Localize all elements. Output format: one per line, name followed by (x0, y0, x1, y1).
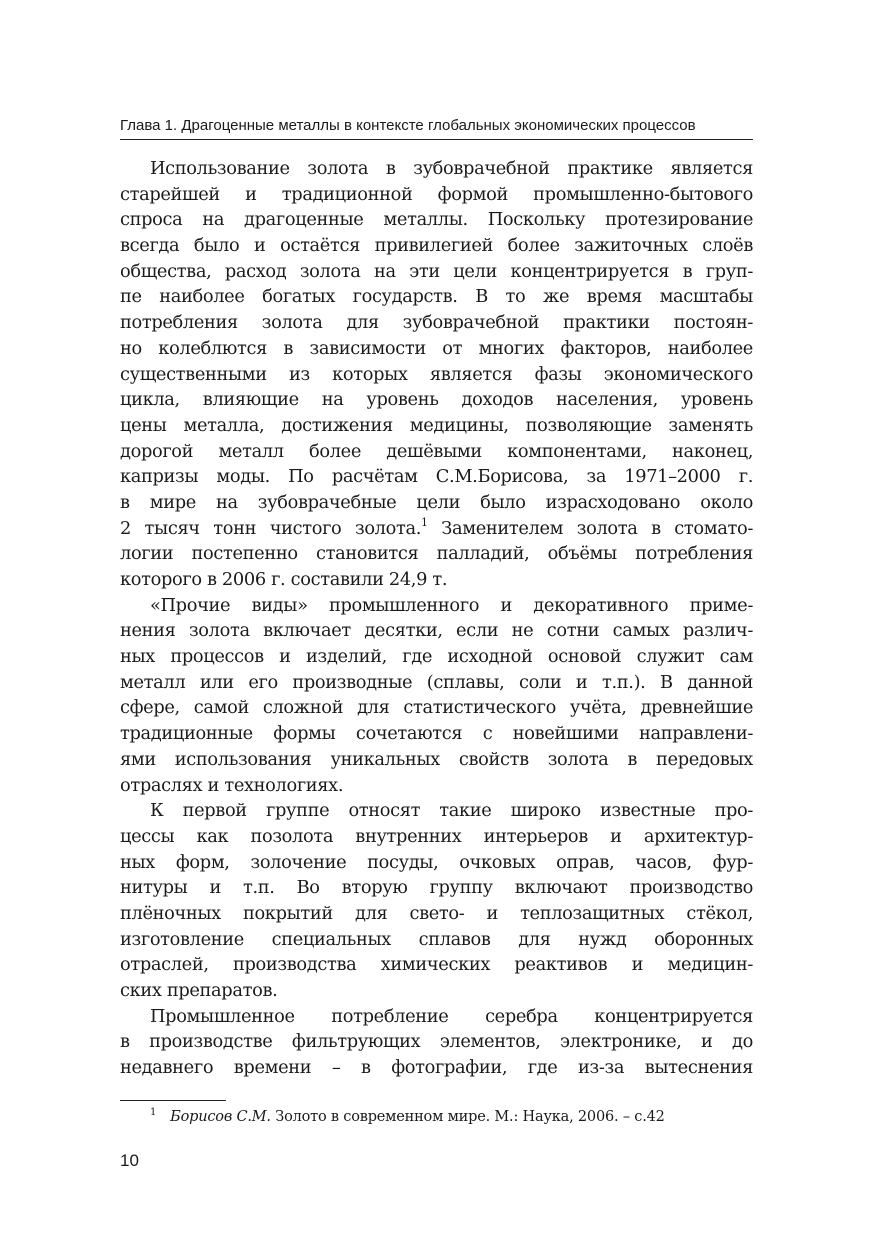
text-line: старейшей и традиционной формой промышленно-бытового (120, 183, 753, 205)
footnote-author: Борисов С.М. (170, 1109, 271, 1125)
text-line: Использование золота в зубоврачебной практике является (150, 158, 753, 179)
text-line: капризы моды. По расчётам С.М.Борисова, за 1971–2000 г. (120, 466, 753, 488)
text-line: в производстве фильтрующих элементов, электронике, и до (120, 1031, 753, 1053)
text-line: традиционные формы сочетаются с новейшими направлени- (120, 723, 753, 745)
text-line: недавнего времени – в фотографии, где из-за вытеснения (120, 1057, 753, 1079)
text-line: цены металла, достижения медицины, позволяющие заменять (120, 414, 753, 436)
text-line: плёночных покрытий для свето- и теплозащитных стёкол, (120, 902, 753, 924)
text-line: сфере, самой сложной для статистического учёта, древнейшие (120, 697, 753, 719)
text-line: нения золота включает десятки, если не сотни самых различ- (120, 620, 753, 642)
header-divider (120, 139, 753, 140)
text-line: цессы как позолота внутренних интерьеров и архитектур- (120, 825, 753, 847)
text-line: отраслях и технологиях. (120, 774, 344, 796)
footnote-mark: 1 (150, 1107, 157, 1118)
text-line: потребления золота для зубоврачебной практики постоян- (120, 312, 753, 334)
text-line: которого в 2006 г. составили 24,9 т. (120, 569, 448, 590)
text-line: спроса на драгоценные металлы. Поскольку протезирование (120, 209, 753, 231)
text-line: существенными из которых является фазы экономического (120, 363, 753, 385)
text-line: ных форм, золочение посуды, очковых оправ, часов, фур- (120, 851, 753, 873)
text-line: отраслей, производства химических реактивов и медицин- (120, 954, 753, 976)
running-header: Глава 1. Драгоценные металлы в контексте глобальных экономических процессов (120, 117, 696, 134)
text-line: ских препаратов. (120, 980, 278, 1001)
text-line: ями использования уникальных свойств золота в передовых (120, 748, 753, 770)
page-number: 10 (120, 1151, 139, 1170)
footnote-text: Золото в современном мире. М.: Наука, 2006. – с.42 (270, 1109, 665, 1125)
text-line: ных процессов и изделий, где исходной основой служит сам (120, 646, 753, 668)
body-text (120, 156, 753, 1081)
text-fragment: Заменителем золота в стомато- (427, 517, 753, 539)
text-line: К первой группе относят такие широко известные про- (150, 800, 753, 822)
text-line: в мире на зубоврачебные цели было израсходовано около (120, 491, 753, 513)
text-line: цикла, влияющие на уровень доходов населения, уровень (120, 389, 753, 411)
text-fragment: 2 тысяч тонн чистого золота. (120, 517, 422, 539)
text-line: нитуры и т.п. Во вторую группу включают производство (120, 877, 753, 899)
text-line: но колеблются в зависимости от многих факторов, наиболее (120, 337, 753, 359)
text-line: изготовление специальных сплавов для нужд оборонных (120, 928, 753, 950)
text-line: дорогой металл более дешёвыми компонентами, наконец, (120, 440, 753, 462)
text-line: всегда было и остаётся привилегией более зажиточных слоёв (120, 235, 753, 257)
text-line: логии постепенно становится палладий, объёмы потребления (120, 543, 753, 565)
text-line: пе наиболее богатых государств. В то же время масштабы (120, 286, 753, 308)
footnote-divider (120, 1100, 226, 1101)
footnote (150, 1107, 753, 1127)
text-line: Промышленное потребление серебра концентрируется (150, 1005, 753, 1027)
text-line: металл или его производные (сплавы, соли и т.п.). В данной (120, 671, 753, 693)
text-line-with-footnote (120, 516, 753, 542)
footnote-reference[interactable]: 1 (421, 515, 428, 529)
text-line: «Прочие виды» промышленного и декоративного приме- (150, 594, 753, 616)
text-line: общества, расход золота на эти цели концентрируется в груп- (120, 260, 753, 282)
